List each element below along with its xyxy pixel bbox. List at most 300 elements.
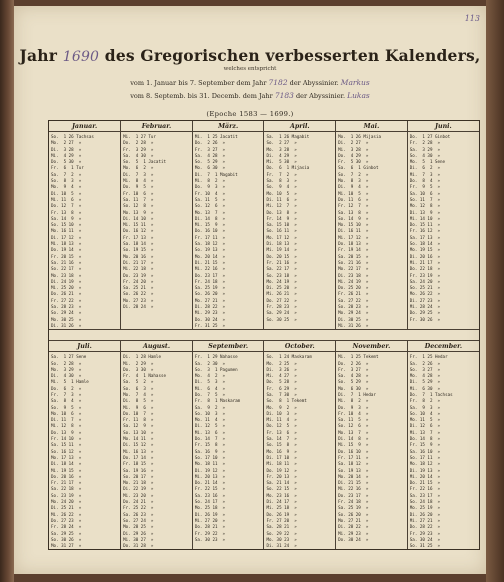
day-row: Di. 16 11 »	[338, 228, 369, 234]
day-row: Fr. 27 20 »	[266, 517, 297, 523]
day-row: Fr. 3 27 »	[338, 366, 369, 372]
day-row: Di. 18 14 »	[51, 461, 82, 467]
day-row: Mo. 13 9 »	[123, 209, 154, 215]
month-column	[49, 132, 121, 330]
day-row: Mi. 6 4 »	[194, 385, 226, 391]
day-row: Do. 18 13 »	[338, 241, 369, 247]
day-row: Mi. 30 27 »	[123, 536, 154, 542]
day-row: Fr. 17 11 »	[194, 234, 226, 240]
day-row: Di. 2 27 »	[338, 140, 369, 146]
day-row: Mo. 18 12 »	[409, 461, 441, 467]
day-row: Do. 13 9 »	[51, 429, 82, 435]
day-row: Do. 2 26 »	[338, 360, 369, 366]
day-row: Sa. 2 26 »	[409, 360, 441, 366]
day-row: Di. 14 8 »	[338, 436, 369, 442]
day-row: Do. 6 2 »	[51, 385, 82, 391]
day-row: Mi. 20 13 »	[194, 473, 226, 479]
day-row: So. 29 22 »	[266, 530, 297, 536]
day-row: So. 25 21 »	[409, 285, 441, 291]
month-header: Juni.	[407, 121, 479, 132]
day-row: Mo. 26 22 »	[409, 291, 441, 297]
line2-handwritten-note: Lukas	[347, 91, 370, 100]
day-row: Mi. 13 6 »	[194, 429, 226, 435]
month-column	[49, 352, 121, 550]
day-row: Do. 27 23 »	[51, 517, 82, 523]
day-row: So. 10 3 »	[194, 410, 226, 416]
month-header: Februar.	[121, 121, 193, 132]
day-row: Mo. 3 29 »	[51, 366, 82, 372]
day-row: Sa. 26 23 »	[123, 511, 154, 517]
book-binding	[0, 0, 14, 582]
day-row: Sa. 16 9 »	[194, 448, 226, 454]
day-row: So. 23 18 »	[266, 272, 297, 278]
day-row: Do. 21 15 »	[409, 480, 441, 486]
day-row: Mi. 25 20 »	[51, 285, 82, 291]
month-header: Juli.	[49, 341, 121, 352]
day-row: Di. 15 12 »	[123, 442, 154, 448]
day-row: Di. 24 17 »	[266, 499, 297, 505]
day-row: Sa. 9 3 »	[409, 404, 441, 410]
month-column	[121, 352, 193, 550]
day-row: Sa. 6 1 Ginbot	[338, 165, 379, 171]
day-row: So. 5 29 »	[194, 159, 226, 165]
month-header: August.	[121, 341, 193, 352]
day-row: Do. 10 7 »	[123, 410, 154, 416]
month-header: October.	[264, 341, 336, 352]
day-row: Mo. 7 4 »	[123, 391, 154, 397]
day-row: So. 9 4 »	[266, 184, 297, 190]
day-row: Mi. 15 9 »	[338, 442, 369, 448]
day-row: So. 2 28 »	[51, 360, 82, 366]
day-row: Do. 2 28 »	[123, 140, 154, 146]
day-row: Fr. 28 23 »	[266, 304, 297, 310]
day-row: Mi. 26 22 »	[51, 511, 82, 517]
month-column	[264, 352, 336, 550]
day-row: Mi. 8 4 »	[123, 178, 154, 184]
day-row: So. 8 1 Tekemt	[266, 398, 307, 404]
day-row: Fr. 25 22 »	[123, 505, 154, 511]
day-row: Fr. 23 19 »	[409, 272, 441, 278]
month-column	[336, 352, 408, 550]
day-row: Mi. 2 29 »	[123, 360, 154, 366]
day-row: Sa. 30 24 »	[409, 536, 441, 542]
day-row: So. 4 30 »	[409, 152, 441, 158]
day-row: Mi. 21 17 »	[409, 259, 441, 265]
day-row: So. 11 7 »	[409, 196, 441, 202]
day-row: Sa. 1 27 Sene	[51, 354, 87, 360]
day-row: Fr. 24 20 »	[123, 278, 154, 284]
day-row: Sa. 11 7 »	[123, 196, 154, 202]
day-row: Mi. 19 14 »	[266, 247, 297, 253]
day-row: Fr. 15 9 »	[409, 442, 441, 448]
day-row: Mi. 1 27 Tur	[123, 134, 156, 139]
day-row: Mo. 2 27 »	[51, 140, 82, 146]
day-row: Fr. 18 15 »	[123, 461, 154, 467]
day-row: Di. 14 10 »	[123, 215, 154, 221]
day-row: Di. 17 10 »	[266, 454, 297, 460]
day-row: Mi. 22 16 »	[194, 266, 226, 272]
day-row: Do. 5 28 »	[266, 379, 297, 385]
day-row: Fr. 28 24 »	[51, 524, 82, 530]
day-row: Di. 1 28 Hamle	[123, 354, 161, 360]
day-row: Di. 26 20 »	[409, 511, 441, 517]
day-row: Sa. 17 13 »	[409, 234, 441, 240]
day-row: Do. 16 12 »	[123, 228, 154, 234]
day-row: Mi. 16 13 »	[123, 448, 154, 454]
day-row: Mo. 4 2 »	[194, 373, 226, 379]
day-row: Sa. 11 5 »	[338, 417, 369, 423]
month-body-row	[49, 132, 479, 330]
day-row: Mo. 11 5 »	[409, 417, 441, 423]
day-row: Sa. 28 21 »	[266, 524, 297, 530]
day-row: Do. 21 14 »	[194, 480, 226, 486]
day-row: So. 26 22 »	[123, 291, 154, 297]
day-row: Di. 26 19 »	[194, 511, 226, 517]
month-column	[192, 132, 264, 330]
day-row: Mo. 4 28 »	[409, 373, 441, 379]
day-row: Mi. 5 1 Hamle	[51, 379, 89, 385]
day-row: Mo. 20 16 »	[123, 253, 154, 259]
month-header: September.	[192, 341, 264, 352]
day-row: Fr. 14 9 »	[266, 215, 297, 221]
folio-number: 113	[464, 14, 480, 23]
day-row: Fr. 29 23 »	[409, 530, 441, 536]
day-row: Mi. 14 10 »	[409, 215, 441, 221]
day-row: Fr. 2 28 »	[409, 140, 441, 146]
day-row: Di. 21 15 »	[338, 480, 369, 486]
day-row: Di. 22 19 »	[123, 486, 154, 492]
day-row: So. 22 15 »	[266, 486, 297, 492]
day-row: Di. 3 26 »	[266, 366, 297, 372]
day-row: Fr. 3 27 »	[194, 146, 226, 152]
day-row: Sa. 30 23 »	[194, 536, 226, 542]
correspondence-line-1	[14, 78, 486, 87]
day-row: Do. 29 25 »	[409, 310, 441, 316]
day-row: Di. 10 3 »	[266, 410, 297, 416]
day-row: Di. 11 7 »	[51, 417, 82, 423]
day-row: Fr. 13 6 »	[266, 429, 297, 435]
day-row: Fr. 8 2 »	[409, 398, 441, 404]
day-row: Mi. 8 2 »	[194, 178, 226, 184]
month-body-row	[49, 352, 479, 550]
day-row: Sa. 12 9 »	[123, 423, 154, 429]
day-row: Mo. 21 18 »	[123, 480, 154, 486]
day-row: Fr. 17 13 »	[123, 234, 154, 240]
day-row: Mo. 12 8 »	[409, 203, 441, 209]
day-row: Fr. 6 29 »	[266, 385, 297, 391]
day-row: Fr. 17 11 »	[338, 454, 369, 460]
day-row: Fr. 11 8 »	[123, 417, 154, 423]
day-row: Fr. 26 21 »	[338, 291, 369, 297]
day-row: Mi. 15 9 »	[194, 222, 226, 228]
day-row: Do. 30 24 »	[194, 316, 226, 322]
day-row: Di. 10 5 »	[51, 190, 82, 196]
day-row: So. 20 17 »	[123, 473, 154, 479]
day-row: So. 15 8 »	[266, 442, 297, 448]
day-row: Sa. 20 15 »	[338, 253, 369, 259]
day-row: Sa. 4 30 »	[123, 152, 154, 158]
day-row: Do. 9 3 »	[194, 184, 226, 190]
day-row: Mo. 24 20 »	[51, 499, 82, 505]
day-row: Mi. 29 23 »	[338, 530, 369, 536]
day-row: Mo. 14 11 »	[123, 436, 154, 442]
month-column	[121, 132, 193, 330]
month-header: April.	[264, 121, 336, 132]
day-row: Mi. 11 6 »	[51, 196, 82, 202]
day-row: So. 31 25 »	[409, 543, 441, 549]
day-row: Di. 25 21 »	[51, 505, 82, 511]
day-row: Di. 28 22 »	[338, 524, 369, 530]
day-row: Sa. 11 5 »	[194, 196, 226, 202]
day-row: Do. 30 24 »	[338, 536, 369, 542]
day-row: Mo. 2 25 »	[266, 360, 297, 366]
day-row: Di. 20 16 »	[409, 253, 441, 259]
day-row: Do. 31 28 »	[123, 543, 154, 549]
day-row: Mo. 27 21 »	[338, 517, 369, 523]
day-row: Fr. 7 3 »	[51, 391, 82, 397]
day-row: So. 12 6 »	[194, 203, 226, 209]
day-row: Do. 8 4 »	[409, 178, 441, 184]
day-row: Fr. 27 22 »	[51, 297, 82, 303]
day-row: Mo. 31 27 »	[51, 543, 82, 549]
day-row: So. 9 5 »	[51, 404, 82, 410]
day-row: Di. 3 28 »	[51, 146, 82, 152]
day-row: Mi. 3 28 »	[338, 146, 369, 152]
day-row: Di. 7 1 Hedar	[338, 391, 376, 397]
day-row: Mi. 29 23 »	[194, 310, 226, 316]
day-row: Mi. 20 14 »	[409, 473, 441, 479]
paper-sheet	[14, 6, 486, 574]
day-row: So. 12 8 »	[123, 203, 154, 209]
day-row: Di. 5 29 »	[409, 379, 441, 385]
day-row: So. 8 3 »	[51, 178, 82, 184]
day-row: Sa. 5 2 »	[123, 379, 154, 385]
day-row: Di. 28 22 »	[194, 304, 226, 310]
day-row: Do. 23 17 »	[338, 492, 369, 498]
day-row: Sa. 14 9 »	[51, 215, 82, 221]
day-row: Fr. 22 15 »	[194, 486, 226, 492]
day-row: Mo. 28 25 »	[123, 524, 154, 530]
day-row: Sa. 3 29 »	[409, 146, 441, 152]
month-column	[407, 132, 479, 330]
day-row: Mi. 12 7 »	[266, 203, 297, 209]
day-row: Do. 12 7 »	[51, 203, 82, 209]
day-row: Sa. 22 18 »	[51, 486, 82, 492]
day-row: Mo. 23 18 »	[51, 272, 82, 278]
day-row: Sa. 23 16 »	[194, 492, 226, 498]
day-row: So. 14 9 »	[338, 215, 369, 221]
day-row: So. 13 10 »	[123, 429, 154, 435]
day-row: Do. 15 11 »	[409, 222, 441, 228]
day-row: Fr. 10 4 »	[338, 410, 369, 416]
day-row: So. 22 17 »	[51, 266, 82, 272]
day-row: Mo. 30 23 »	[266, 536, 297, 542]
day-row: Mo. 19 15 »	[409, 247, 441, 253]
day-row: Fr. 1 25 Hedar	[409, 354, 448, 360]
book-edge	[486, 0, 504, 582]
day-row: Mi. 4 29 »	[51, 152, 82, 158]
day-row: Di. 31 26 »	[51, 322, 82, 328]
day-row: Fr. 12 7 »	[338, 203, 369, 209]
line1-handwritten-note: Markus	[340, 78, 370, 87]
day-row: So. 15 10 »	[51, 222, 82, 228]
day-row: Do. 9 3 »	[338, 404, 369, 410]
day-row: Do. 7 5 »	[194, 391, 226, 397]
epoch-label: (Epoche 1583 — 1699.)	[206, 110, 294, 118]
day-row: Mo. 16 9 »	[266, 448, 297, 454]
title-suffix: des Gregorischen verbesserten Kalenders,	[104, 46, 481, 65]
line2-text: vom 8. Septemb. bis 31. Decemb. dem Jahr	[130, 92, 273, 100]
day-row: Do. 20 16 »	[51, 473, 82, 479]
day-row: Sa. 18 12 »	[194, 241, 226, 247]
line1-text: vom 1. Januar bis 7. September dem Jahr	[130, 79, 267, 87]
day-row: Mo. 27 23 »	[123, 297, 154, 303]
day-row: Di. 8 5 »	[123, 398, 154, 404]
day-row: Di. 25 20 »	[266, 285, 297, 291]
day-row: Mi. 12 8 »	[51, 423, 82, 429]
day-row: So. 26 20 »	[194, 291, 226, 297]
line2-handwritten-year: 7183	[274, 91, 294, 100]
day-row: Di. 5 3 »	[194, 379, 226, 385]
day-row: Di. 7 3 »	[123, 171, 154, 177]
day-row: So. 2 27 »	[266, 140, 297, 146]
day-row: Do. 2 26 »	[194, 140, 226, 146]
day-row: Do. 19 12 »	[266, 467, 297, 473]
day-row: So. 18 14 »	[409, 241, 441, 247]
day-row: Mi. 27 20 »	[194, 517, 226, 523]
calendar-table	[48, 120, 480, 550]
month-header-row	[49, 121, 479, 132]
day-row: Do. 17 14 »	[123, 454, 154, 460]
day-row: So. 19 13 »	[338, 467, 369, 473]
day-row: Do. 24 21 »	[123, 499, 154, 505]
day-row: Mi. 6 30 »	[409, 385, 441, 391]
day-row: Di. 21 15 »	[194, 259, 226, 265]
day-row: Mo. 8 3 »	[338, 178, 369, 184]
subtitle: welches entspricht	[223, 66, 277, 72]
day-row: Sa. 10 6 »	[409, 190, 441, 196]
line2-suffix: der Abyssinier.	[295, 92, 346, 100]
day-row: So. 28 23 »	[338, 304, 369, 310]
day-row: Fr. 3 29 »	[123, 146, 154, 152]
day-row: Sa. 25 19 »	[194, 285, 226, 291]
day-row: Mi. 22 16 »	[338, 486, 369, 492]
month-header-row	[49, 341, 479, 352]
day-row: So. 3 1 Pagumen	[194, 366, 238, 372]
day-row: Di. 4 29 »	[266, 152, 297, 158]
day-row: Mo. 23 16 »	[266, 492, 297, 498]
day-row: Di. 9 4 »	[338, 184, 369, 190]
day-row: Fr. 15 8 »	[194, 442, 226, 448]
day-row: Do. 9 5 »	[123, 184, 154, 190]
day-row: Fr. 7 2 »	[266, 171, 297, 177]
day-row: Sa. 4 28 »	[194, 152, 226, 158]
day-row: Mi. 7 3 »	[409, 171, 441, 177]
day-row: Sa. 8 4 »	[51, 398, 82, 404]
day-row: Di. 27 23 »	[409, 297, 441, 303]
day-row: So. 24 18 »	[409, 499, 441, 505]
day-row: Mo. 25 18 »	[194, 505, 226, 511]
day-row: Fr. 10 6 »	[123, 190, 154, 196]
day-row: Fr. 22 16 »	[409, 486, 441, 492]
day-row: Do. 20 15 »	[266, 253, 297, 259]
day-row: So. 12 6 »	[338, 423, 369, 429]
day-row: Mo. 17 12 »	[266, 234, 297, 240]
day-row: So. 21 16 »	[338, 259, 369, 265]
day-row: Mo. 5 1 Sene	[409, 159, 446, 165]
day-row: Di. 28 24 »	[123, 304, 154, 310]
day-row: Sa. 9 2 »	[194, 404, 226, 410]
title-prefix: Jahr	[19, 46, 58, 65]
day-row: So. 23 19 »	[51, 492, 82, 498]
day-row: Fr. 24 18 »	[194, 278, 226, 284]
day-row: Do. 28 21 »	[194, 524, 226, 530]
day-row: Mo. 13 7 »	[194, 209, 226, 215]
day-row: Fr. 13 8 »	[51, 209, 82, 215]
day-row: Sa. 29 24 »	[266, 310, 297, 316]
day-row: Sa. 14 7 »	[266, 436, 297, 442]
day-row: Di. 12 5 »	[194, 423, 226, 429]
day-row: Fr. 14 10 »	[51, 436, 82, 442]
day-row: Do. 14 7 »	[194, 436, 226, 442]
day-row: So. 1 24 Maskaram	[266, 354, 312, 360]
day-row: Do. 14 8 »	[409, 436, 441, 442]
day-row: Fr. 16 12 »	[409, 228, 441, 234]
page-title	[14, 46, 486, 65]
day-row: Do. 16 10 »	[338, 448, 369, 454]
day-row: So. 16 11 »	[266, 228, 297, 234]
day-row: Mi. 8 2 »	[338, 398, 369, 404]
day-row: Di. 7 1 Magabit	[194, 171, 238, 177]
day-row: So. 1 26 Tachsas	[51, 134, 94, 139]
day-row: Di. 30 25 »	[338, 316, 369, 322]
day-row: So. 30 25 »	[266, 316, 297, 322]
day-row: Mo. 6 30 »	[338, 385, 369, 391]
line1-handwritten-year: 7182	[268, 78, 288, 87]
day-row: Fr. 20 15 »	[51, 253, 82, 259]
day-row: Di. 11 6 »	[266, 196, 297, 202]
day-row: Mi. 26 21 »	[266, 291, 297, 297]
day-row: Di. 12 6 »	[409, 423, 441, 429]
day-row: Do. 27 22 »	[266, 297, 297, 303]
month-header: November.	[336, 341, 408, 352]
day-row: Sa. 15 10 »	[266, 222, 297, 228]
day-row: So. 5 1 Jacatit	[123, 159, 167, 165]
day-row: Sa. 13 8 »	[338, 209, 369, 215]
day-row: Do. 1 27 Ginbot	[409, 134, 451, 139]
month-column	[336, 132, 408, 330]
day-row: Sa. 24 20 »	[409, 278, 441, 284]
day-row: Do. 12 5 »	[266, 423, 297, 429]
month-header: Januar.	[49, 121, 121, 132]
day-row: Mo. 11 4 »	[194, 417, 226, 423]
day-row: Do. 19 14 »	[51, 247, 82, 253]
day-row: Do. 23 19 »	[123, 272, 154, 278]
day-row: Fr. 1 29 Nahasse	[194, 354, 238, 360]
day-row: Di. 23 18 »	[338, 272, 369, 278]
day-row: Do. 7 1 Tachsas	[409, 391, 453, 397]
day-row: Sa. 21 16 »	[51, 259, 82, 265]
day-row: Di. 6 2 »	[409, 165, 441, 171]
day-row: Mo. 16 11 »	[51, 228, 82, 234]
day-row: Fr. 5 30 »	[338, 159, 369, 165]
day-row: Mi. 28 24 »	[409, 304, 441, 310]
day-row: Fr. 6 1 Tur	[51, 165, 84, 171]
day-row: Mi. 31 26 »	[338, 322, 369, 328]
day-row: Sa. 25 21 »	[123, 285, 154, 291]
day-row: Do. 3 30 »	[123, 366, 154, 372]
day-row: Di. 14 8 »	[194, 215, 226, 221]
